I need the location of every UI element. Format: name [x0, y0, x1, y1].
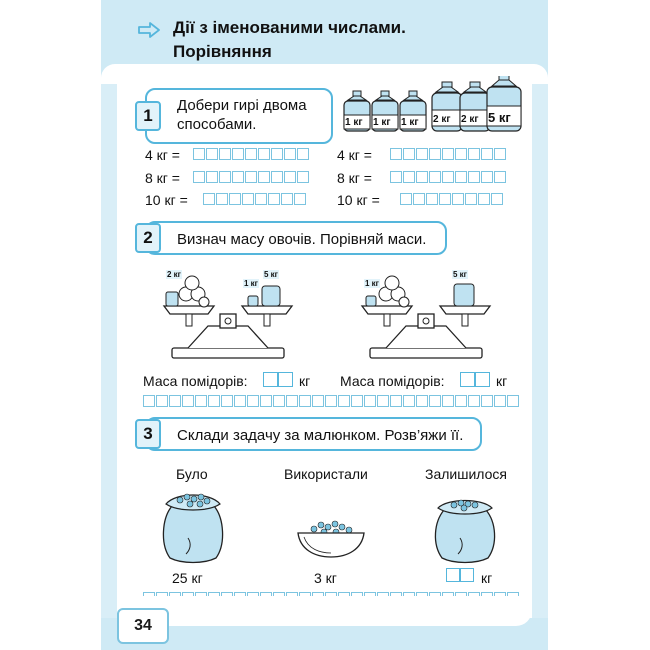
grid-cell[interactable]: [351, 395, 363, 407]
grid-cell[interactable]: [203, 193, 215, 205]
grid-cell[interactable]: [245, 171, 257, 183]
grid-cell[interactable]: [442, 395, 454, 407]
grid-cell[interactable]: [468, 171, 480, 183]
grid-cell[interactable]: [299, 395, 311, 407]
weight-tag: 1 кг: [365, 279, 380, 288]
task-number: 1: [135, 101, 161, 131]
grid-cell[interactable]: [416, 148, 428, 160]
grid-cell[interactable]: [268, 193, 280, 205]
mass-label: Маса помідорів:: [143, 373, 248, 389]
grid-cell[interactable]: [455, 171, 467, 183]
task-number: 3: [135, 419, 161, 449]
task-1-box: [145, 88, 333, 144]
grid-cell[interactable]: [219, 148, 231, 160]
task-number: 2: [135, 223, 161, 253]
weight-label: 1 кг: [373, 117, 391, 128]
grid-cell[interactable]: [258, 148, 270, 160]
grid-cell[interactable]: [416, 171, 428, 183]
grid-cell[interactable]: [294, 193, 306, 205]
equation-label: 10 кг =: [145, 192, 188, 208]
grid-cell[interactable]: [481, 171, 493, 183]
grid-cell[interactable]: [281, 193, 293, 205]
grid-cell[interactable]: [390, 171, 402, 183]
grid-cell[interactable]: [258, 171, 270, 183]
answer-grid[interactable]: [400, 193, 504, 205]
weight-tag: 2 кг: [167, 270, 182, 279]
answer-grid[interactable]: [193, 148, 310, 160]
sack-icon: [158, 488, 228, 564]
page-number: 34: [117, 608, 169, 644]
grid-cell[interactable]: [260, 395, 272, 407]
grid-cell[interactable]: [468, 148, 480, 160]
grid-cell[interactable]: [429, 171, 441, 183]
value-label: 3 кг: [314, 570, 337, 586]
grid-cell[interactable]: [442, 148, 454, 160]
answer-box[interactable]: [460, 568, 474, 582]
arrow-right-icon: [138, 22, 160, 38]
equation-label: 8 кг =: [337, 170, 372, 186]
grid-cell[interactable]: [232, 171, 244, 183]
grid-cell[interactable]: [271, 171, 283, 183]
grid-cell[interactable]: [390, 148, 402, 160]
grid-cell[interactable]: [297, 148, 309, 160]
equation-label: 4 кг =: [337, 147, 372, 163]
grid-cell[interactable]: [377, 395, 389, 407]
answer-grid[interactable]: [193, 171, 310, 183]
answer-grid[interactable]: [203, 193, 307, 205]
grid-cell[interactable]: [271, 148, 283, 160]
grid-cell[interactable]: [455, 395, 467, 407]
grid-cell[interactable]: [242, 193, 254, 205]
grid-cell[interactable]: [439, 193, 451, 205]
grid-cell[interactable]: [400, 193, 412, 205]
task-3-box: [145, 417, 482, 451]
weight-label: 5 кг: [488, 110, 511, 125]
grid-cell[interactable]: [232, 148, 244, 160]
answer-box[interactable]: [263, 372, 278, 387]
grid-cell[interactable]: [245, 148, 257, 160]
answer-grid[interactable]: [143, 395, 520, 407]
grid-cell[interactable]: [452, 193, 464, 205]
weight-tag: 5 кг: [264, 270, 279, 279]
grid-cell[interactable]: [465, 193, 477, 205]
task-2-box: [145, 221, 447, 255]
task-3-text: Склади задачу за малюнком. Розв’яжи її.: [177, 427, 464, 444]
grid-cell[interactable]: [247, 395, 259, 407]
grid-cell[interactable]: [216, 193, 228, 205]
weights-illustration: [340, 76, 525, 136]
weight-label: 2 кг: [461, 114, 479, 125]
answer-grid[interactable]: [390, 171, 507, 183]
equation-label: 4 кг =: [145, 147, 180, 163]
weight-label: 1 кг: [345, 117, 363, 128]
grid-cell[interactable]: [143, 395, 155, 407]
column-title: Було: [176, 466, 208, 482]
page-border-right: [532, 70, 548, 650]
grid-cell[interactable]: [206, 171, 218, 183]
bowl-icon: [296, 515, 366, 559]
column-title: Залишилося: [425, 466, 507, 482]
equation-label: 8 кг =: [145, 170, 180, 186]
grid-cell[interactable]: [494, 171, 506, 183]
weight-label: 2 кг: [433, 114, 451, 125]
grid-cell[interactable]: [426, 193, 438, 205]
grid-cell[interactable]: [403, 395, 415, 407]
grid-cell[interactable]: [193, 171, 205, 183]
weight-label: 1 кг: [401, 117, 419, 128]
answer-box[interactable]: [446, 568, 460, 582]
grid-cell[interactable]: [364, 395, 376, 407]
answer-box[interactable]: [278, 372, 293, 387]
answer-box[interactable]: [460, 372, 475, 387]
unit-label: кг: [299, 373, 311, 389]
grid-cell[interactable]: [455, 148, 467, 160]
grid-cell[interactable]: [390, 395, 402, 407]
task-2-text: Визнач масу овочів. Порівняй маси.: [177, 231, 427, 248]
grid-cell[interactable]: [286, 395, 298, 407]
column-title: Використали: [284, 466, 368, 482]
grid-cell[interactable]: [284, 148, 296, 160]
grid-cell[interactable]: [507, 395, 519, 407]
grid-cell[interactable]: [206, 148, 218, 160]
grid-cell[interactable]: [494, 148, 506, 160]
grid-cell[interactable]: [312, 395, 324, 407]
grid-cell[interactable]: [221, 395, 233, 407]
task-1-text: Добери гирі двома способами.: [177, 97, 307, 133]
grid-cell[interactable]: [219, 171, 231, 183]
grid-cell[interactable]: [494, 395, 506, 407]
grid-cell[interactable]: [413, 193, 425, 205]
grid-cell[interactable]: [416, 395, 428, 407]
grid-cell[interactable]: [442, 171, 454, 183]
grid-cell[interactable]: [193, 148, 205, 160]
scale-illustration: [158, 266, 298, 366]
grid-cell[interactable]: [478, 193, 490, 205]
sack-icon: [430, 494, 500, 564]
grid-cell[interactable]: [182, 395, 194, 407]
grid-cell[interactable]: [429, 395, 441, 407]
answer-box[interactable]: [475, 372, 490, 387]
mass-label: Маса помідорів:: [340, 373, 445, 389]
unit-label: кг: [496, 373, 508, 389]
grid-cell[interactable]: [491, 193, 503, 205]
weight-tag: 5 кг: [453, 270, 468, 279]
grid-cell[interactable]: [195, 395, 207, 407]
answer-grid[interactable]: [390, 148, 507, 160]
grid-cell[interactable]: [481, 395, 493, 407]
page-border-left: [101, 70, 117, 630]
grid-cell[interactable]: [481, 148, 493, 160]
grid-cell[interactable]: [273, 395, 285, 407]
page-title: Дії з іменованими числами. Порівняння: [173, 18, 406, 61]
grid-cell[interactable]: [403, 171, 415, 183]
unit-label: кг: [481, 570, 493, 586]
grid-cell[interactable]: [229, 193, 241, 205]
footer-curve: [117, 596, 532, 626]
grid-cell[interactable]: [325, 395, 337, 407]
weight-tag: 1 кг: [244, 279, 259, 288]
grid-cell[interactable]: [169, 395, 181, 407]
grid-cell[interactable]: [297, 171, 309, 183]
grid-cell[interactable]: [234, 395, 246, 407]
grid-cell[interactable]: [208, 395, 220, 407]
grid-cell[interactable]: [429, 148, 441, 160]
grid-cell[interactable]: [156, 395, 168, 407]
grid-cell[interactable]: [468, 395, 480, 407]
grid-cell[interactable]: [255, 193, 267, 205]
grid-cell[interactable]: [403, 148, 415, 160]
grid-cell[interactable]: [284, 171, 296, 183]
equation-label: 10 кг =: [337, 192, 380, 208]
grid-cell[interactable]: [338, 395, 350, 407]
value-label: 25 кг: [172, 570, 203, 586]
